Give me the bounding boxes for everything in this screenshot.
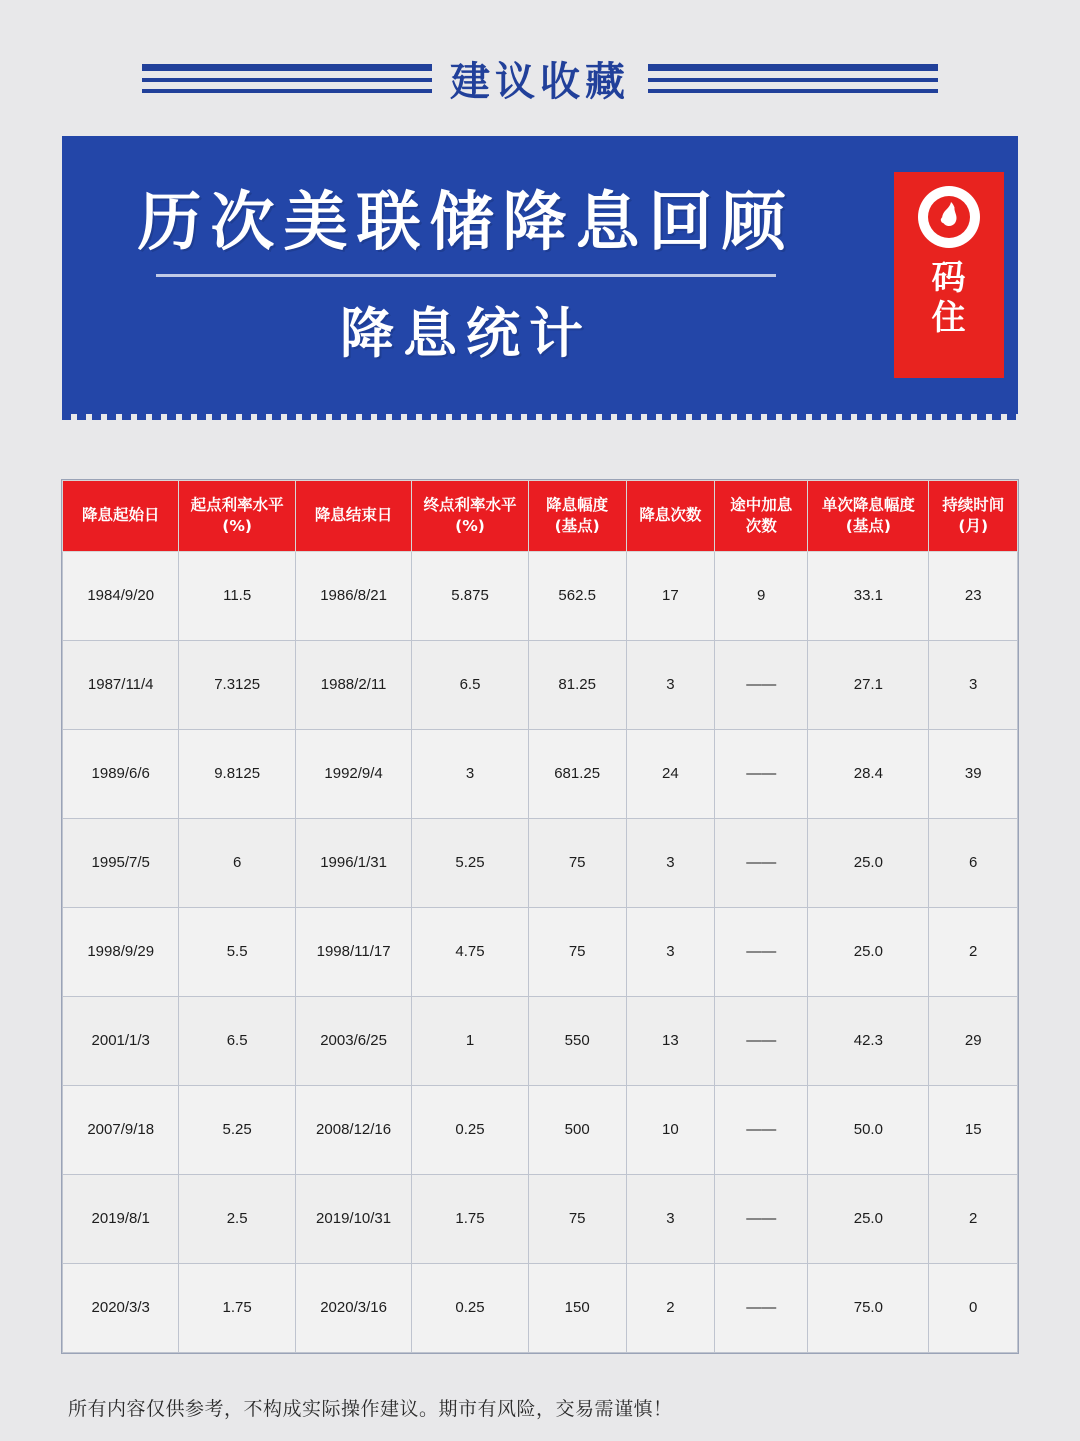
cell-total-cut: 681.25	[528, 729, 626, 818]
cell-cut-count: 3	[626, 640, 715, 729]
cell-end-date: 2008/12/16	[295, 1085, 411, 1174]
cell-duration: 2	[929, 907, 1018, 996]
cell-hike-count: ——	[715, 1263, 808, 1352]
table-row	[63, 551, 1018, 640]
cell-start-rate: 6	[179, 818, 295, 907]
cell-start-date: 2001/1/3	[63, 996, 179, 1085]
table-row	[63, 907, 1018, 996]
cell-duration: 6	[929, 818, 1018, 907]
header-line: 次数	[745, 516, 777, 535]
cell-start-date: 1989/6/6	[63, 729, 179, 818]
cell-duration: 15	[929, 1085, 1018, 1174]
flame-logo-icon	[918, 186, 980, 248]
cell-start-rate: 2.5	[179, 1174, 295, 1263]
column-header-duration	[929, 481, 1018, 552]
cell-duration: 39	[929, 729, 1018, 818]
column-header-end-rate	[412, 481, 528, 552]
cell-start-date: 1984/9/20	[63, 551, 179, 640]
top-headline-band	[0, 26, 1080, 130]
table-row	[63, 640, 1018, 729]
column-header-total-cut	[528, 481, 626, 552]
cell-per-cut: 25.0	[808, 818, 929, 907]
cell-end-rate: 4.75	[412, 907, 528, 996]
hero-subtitle: 降息统计	[340, 302, 592, 366]
cell-cut-count: 3	[626, 818, 715, 907]
cell-cut-count: 17	[626, 551, 715, 640]
hero-text-block	[62, 136, 870, 414]
cell-hike-count: ——	[715, 1085, 808, 1174]
header-line: 降息幅度	[546, 496, 609, 514]
cell-end-rate: 1.75	[412, 1174, 528, 1263]
cell-end-date: 2003/6/25	[295, 996, 411, 1085]
header-line: 终点利率水平	[423, 496, 517, 514]
cell-per-cut: 25.0	[808, 907, 929, 996]
cell-end-date: 1986/8/21	[295, 551, 411, 640]
header-line: (%)	[455, 516, 485, 535]
table-header-row	[63, 481, 1018, 552]
cell-start-rate: 7.3125	[179, 640, 295, 729]
cell-total-cut: 75	[528, 818, 626, 907]
cell-end-rate: 5.875	[412, 551, 528, 640]
cell-start-date: 2007/9/18	[63, 1085, 179, 1174]
header-line: 降息次数	[639, 506, 702, 525]
cell-duration: 0	[929, 1263, 1018, 1352]
cell-end-date: 1988/2/11	[295, 640, 411, 729]
cell-per-cut: 28.4	[808, 729, 929, 818]
cell-start-rate: 11.5	[179, 551, 295, 640]
cell-total-cut: 81.25	[528, 640, 626, 729]
cell-end-rate: 6.5	[412, 640, 528, 729]
rule-line	[648, 64, 938, 71]
table-row	[63, 1263, 1018, 1352]
table-row	[63, 1174, 1018, 1263]
header-line: 降息结束日	[314, 506, 393, 525]
cell-duration: 3	[929, 640, 1018, 729]
column-header-start-rate	[179, 481, 295, 552]
cell-start-date: 1995/7/5	[63, 818, 179, 907]
header-line: (基点)	[845, 516, 891, 535]
cell-cut-count: 13	[626, 996, 715, 1085]
headline-rule-right	[648, 64, 938, 93]
column-header-end-date	[295, 481, 411, 552]
cell-cut-count: 2	[626, 1263, 715, 1352]
cell-duration: 2	[929, 1174, 1018, 1263]
cell-total-cut: 562.5	[528, 551, 626, 640]
cell-total-cut: 75	[528, 1174, 626, 1263]
rule-line	[142, 89, 432, 93]
cell-hike-count: ——	[715, 818, 808, 907]
stamp-label	[932, 258, 967, 338]
cell-start-rate: 6.5	[179, 996, 295, 1085]
table-row	[63, 996, 1018, 1085]
cell-end-date: 1998/11/17	[295, 907, 411, 996]
top-headline-text: 建议收藏	[450, 58, 630, 105]
cell-duration: 23	[929, 551, 1018, 640]
rule-line	[142, 64, 432, 71]
rule-line	[648, 89, 938, 93]
cell-total-cut: 75	[528, 907, 626, 996]
cell-duration: 29	[929, 996, 1018, 1085]
cell-end-rate: 0.25	[412, 1085, 528, 1174]
cell-cut-count: 3	[626, 1174, 715, 1263]
header-line: (月)	[958, 516, 989, 535]
header-line: 持续时间	[942, 496, 1005, 514]
header-line: 途中加息	[730, 496, 793, 514]
cell-per-cut: 50.0	[808, 1085, 929, 1174]
cell-per-cut: 75.0	[808, 1263, 929, 1352]
cell-per-cut: 33.1	[808, 551, 929, 640]
footer-disclaimer: 所有内容仅供参考，不构成实际操作建议。期市有风险，交易需谨慎！	[68, 1398, 673, 1420]
cell-hike-count: ——	[715, 640, 808, 729]
cell-end-rate: 5.25	[412, 818, 528, 907]
cell-end-rate: 3	[412, 729, 528, 818]
cell-start-rate: 1.75	[179, 1263, 295, 1352]
header-line: (%)	[222, 516, 252, 535]
cell-start-rate: 5.5	[179, 907, 295, 996]
table-row	[63, 1085, 1018, 1174]
headline-rule-left	[142, 64, 432, 93]
cell-end-date: 1996/1/31	[295, 818, 411, 907]
cell-end-rate: 1	[412, 996, 528, 1085]
header-line: 起点利率水平	[190, 496, 284, 514]
hero-divider	[156, 274, 776, 277]
cell-hike-count: ——	[715, 996, 808, 1085]
header-line: 降息起始日	[81, 506, 160, 525]
cell-start-rate: 9.8125	[179, 729, 295, 818]
cell-per-cut: 27.1	[808, 640, 929, 729]
cell-total-cut: 150	[528, 1263, 626, 1352]
stamp-label-line1: 码	[931, 258, 967, 298]
cell-cut-count: 10	[626, 1085, 715, 1174]
cell-end-date: 2020/3/16	[295, 1263, 411, 1352]
cell-cut-count: 24	[626, 729, 715, 818]
cell-hike-count: ——	[715, 729, 808, 818]
rate-cut-table	[62, 480, 1018, 1353]
cell-total-cut: 500	[528, 1085, 626, 1174]
table-body	[63, 551, 1018, 1352]
cell-per-cut: 42.3	[808, 996, 929, 1085]
rate-cut-table-wrapper	[62, 480, 1018, 1353]
cell-hike-count: ——	[715, 1174, 808, 1263]
table-header	[63, 481, 1018, 552]
cell-start-date: 1987/11/4	[63, 640, 179, 729]
brand-stamp	[894, 172, 1004, 378]
header-line: (基点)	[554, 516, 600, 535]
rule-line	[142, 78, 432, 82]
hero-title: 历次美联储降息回顾	[137, 185, 795, 260]
cell-start-date: 2020/3/3	[63, 1263, 179, 1352]
column-header-start-date	[63, 481, 179, 552]
column-header-cut-count	[626, 481, 715, 552]
cell-start-rate: 5.25	[179, 1085, 295, 1174]
column-header-hike-count	[715, 481, 808, 552]
cell-total-cut: 550	[528, 996, 626, 1085]
cell-start-date: 1998/9/29	[63, 907, 179, 996]
cell-hike-count: 9	[715, 551, 808, 640]
cell-per-cut: 25.0	[808, 1174, 929, 1263]
stamp-label-line2: 住	[931, 298, 967, 339]
table-row	[63, 818, 1018, 907]
cell-hike-count: ——	[715, 907, 808, 996]
header-line: 单次降息幅度	[821, 496, 915, 514]
hero-banner	[62, 136, 1018, 414]
table-row	[63, 729, 1018, 818]
cell-end-rate: 0.25	[412, 1263, 528, 1352]
cell-start-date: 2019/8/1	[63, 1174, 179, 1263]
column-header-per-cut	[808, 481, 929, 552]
cell-end-date: 2019/10/31	[295, 1174, 411, 1263]
cell-cut-count: 3	[626, 907, 715, 996]
rule-line	[648, 78, 938, 82]
cell-end-date: 1992/9/4	[295, 729, 411, 818]
